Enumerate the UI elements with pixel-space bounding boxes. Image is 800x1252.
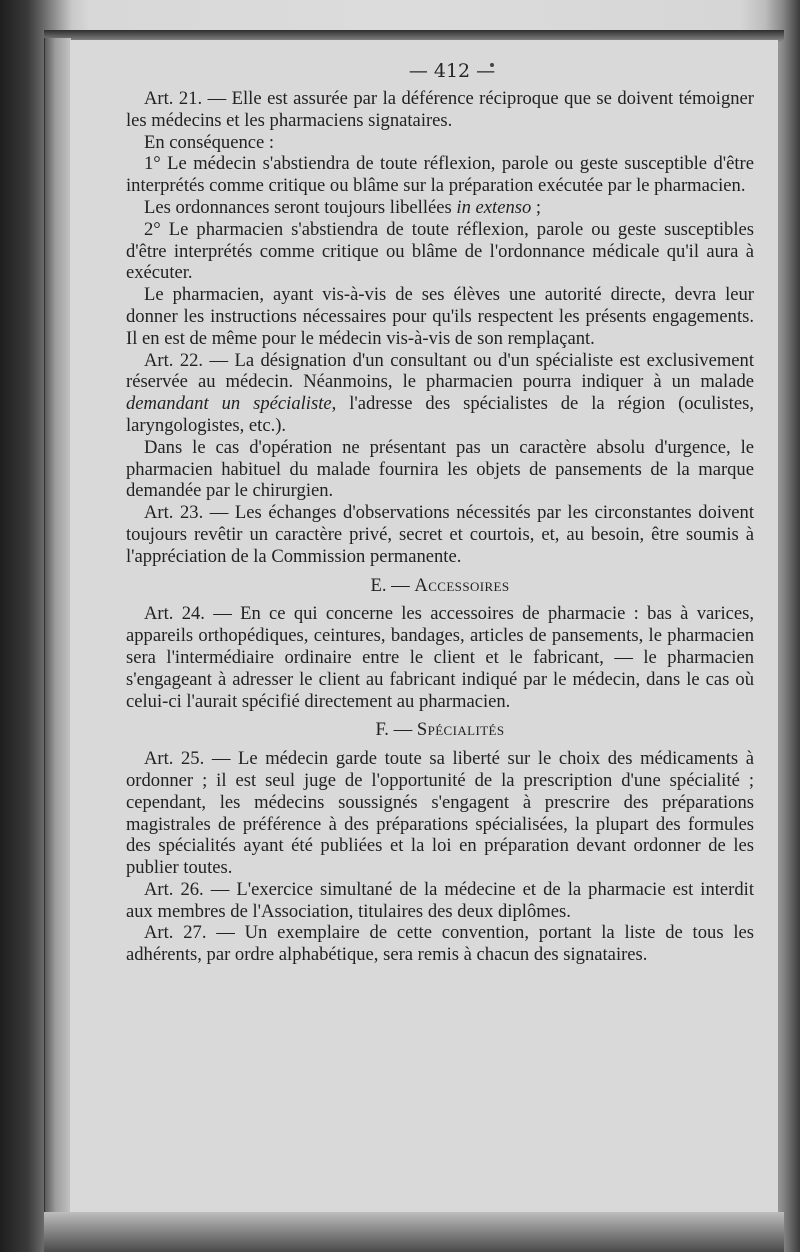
paragraph-operation: Dans le cas d'opération ne présentant pas un caractère absolu d'urgence, le pharmacien habituel du malade fournira les objets de pansements de la marque demandée par le chirurgien. [126, 436, 754, 502]
section-heading-f [126, 719, 754, 741]
text-run: , l'adresse des spécialistes de la région (oculistes, laryngologistes, etc.). [126, 393, 754, 436]
paragraph-pharmacien: Le pharmacien, ayant vis-à-vis de ses élèves une autorité directe, devra leur donner les instructions nécessaires pour qu'ils respectent les présents engagements. Il en est de même pour le médecin vis-à-vis de son remplaçant. [126, 284, 754, 349]
book-bottom-edge [44, 1212, 784, 1252]
heading-prefix: E. — [370, 574, 415, 596]
text-run: Les ordonnances seront toujours libellées [144, 196, 457, 218]
heading-title: Spécialités [416, 719, 505, 741]
paragraph-art-24: Art. 24. — En ce qui concerne les accessoires de pharmacie : bas à varices, appareils orthopédiques, ceintures, bandages, articles de pansements, le pharmacien sera l'intermédiaire ordinaire entre le client et le fabricant, — le pharmacien s'engageant à adresser le client au fabricant indiqué par le médecin, dans le cas où celui-ci l'aurait spécifié directement au pharmacien. [126, 603, 754, 712]
heading-prefix: F. — [375, 719, 417, 741]
page-number: — 412 — [408, 60, 496, 82]
section-heading-e [126, 575, 754, 597]
italic-run: demandant un spécialiste [126, 393, 332, 415]
body-text [126, 88, 754, 966]
book-spine-edge [44, 38, 71, 1218]
paragraph-consequence: En conséquence : [144, 131, 275, 153]
paragraph-clause-1: 1° Le médecin s'abstiendra de toute réflexion, parole ou geste susceptible d'être interprétés comme critique ou blâme sur la préparation exécutée par le pharmacien. [126, 153, 754, 197]
paragraph-art-23: Art. 23. — Les échanges d'observations nécessités par les circonstantes doivent toujours revêtir un caractère privé, secret et courtois, et, au besoin, être soumis à l'appréciation de la Commission permanente. [126, 502, 754, 567]
heading-title: Accessoires [414, 574, 510, 596]
paragraph-ordonnances [126, 197, 754, 219]
paragraph-art-21: Art. 21. — Elle est assurée par la déférence réciproque que se doivent témoigner les médecins et les pharmaciens signataires. [126, 88, 754, 131]
paragraph-art-26: Art. 26. — L'exercice simultané de la médecine et de la pharmacie est interdit aux membres de l'Association, titulaires des deux diplômes. [126, 878, 754, 922]
paragraph-art-22 [126, 350, 754, 437]
text-run: Art. 22. — La désignation d'un consultant ou d'un spécialiste est exclusivement réservée au médecin. Néanmoins, le pharmacien pourra indiquer à un malade [126, 349, 754, 393]
paragraph-clause-2: 2° Le pharmacien s'abstiendra de toute réflexion, parole ou geste susceptibles d'être interprétés comme critique ou blâme de l'ordonnance médicale qu'il aura à exécuter. [126, 218, 754, 284]
paragraph-art-27: Art. 27. — Un exemplaire de cette convention, portant la liste de tous les adhérents, par ordre alphabétique, sera remis à chacun des signataires. [126, 922, 754, 966]
italic-run: in extenso [456, 196, 532, 218]
paragraph-art-25: Art. 25. — Le médecin garde toute sa liberté sur le choix des médicaments à ordonner ; il est seul juge de l'opportunité de la prescription d'une spécialité ; cependant, les médecins soussignés s'engagent à prescrire des préparations magistrales de préférence à des préparations spécialisées, la plupart des formules des spécialités ayant été publiées et la loi en préparation devant ordonner de les publier toutes. [126, 748, 754, 879]
text-run: ; [531, 196, 542, 218]
